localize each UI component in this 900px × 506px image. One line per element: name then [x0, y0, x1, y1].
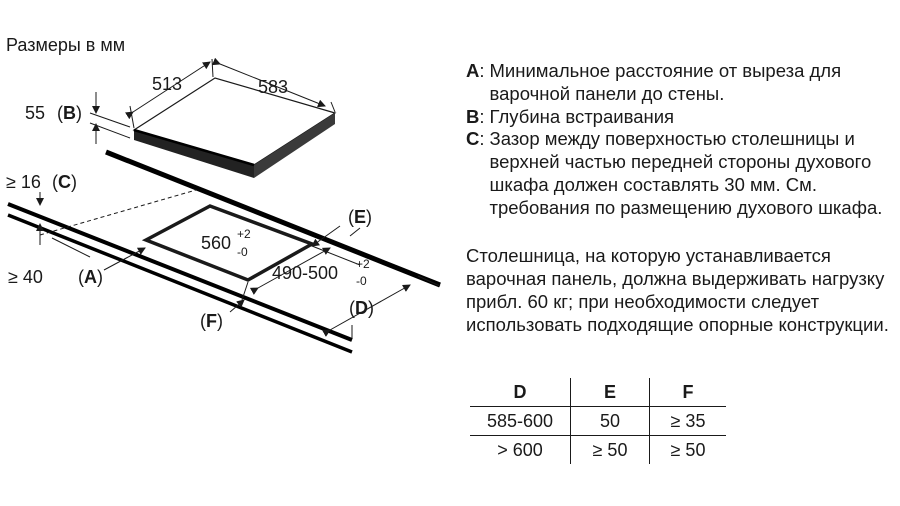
cutout-width-tol-minus: -0 [237, 245, 248, 259]
legend-item-b: B : Глубина встраивания [466, 106, 896, 129]
load-note: Столешница, на которую устанавливается варочная панель, должна выдерживать нагрузку прибл. 60 кг; при необходимости следует использовать подходящие опорные конструкции. [466, 245, 889, 335]
a-dimension-value: ≥ 40 [8, 267, 43, 287]
b-dimension-value: 55 [25, 103, 46, 123]
legend-key: A [466, 60, 480, 81]
depth-583-label: 583 [258, 77, 289, 97]
cutout-width-label: 560 [201, 233, 232, 253]
table-cell: ≥ 35 [650, 407, 727, 436]
legend-key: B [466, 105, 480, 127]
legend-text: Зазор между поверхностью столешницы и верхней частью передней стороны духового шкафа должен составлять 30 мм. См. требования по размещению духового шкафа. [489, 128, 883, 218]
legend [466, 60, 896, 220]
table-cell: 585-600 [470, 407, 571, 436]
cutout-depth-tol-plus: +2 [356, 257, 370, 271]
table-cell: 50 [571, 407, 650, 436]
table-header-d: D [513, 381, 527, 402]
legend-item-a: A : Минимальное расстояние от выреза для варочной панели до стены. [466, 60, 896, 106]
table-header-row [470, 378, 726, 407]
a-dimension-label: (A) [78, 267, 103, 287]
width-513-label: 513 [152, 74, 183, 94]
d-dimension-label: (D) [349, 298, 374, 318]
legend-item-c: C : Зазор между поверхностью столешницы и верхней частью передней стороны духового шкафа должен составлять 30 мм. См. требования по размещению духового шкафа. [466, 128, 896, 219]
table-row [470, 436, 726, 465]
cutout-width-tol-plus: +2 [237, 227, 251, 241]
table-cell: > 600 [470, 436, 571, 465]
b-dimension-label: (B) [57, 103, 82, 123]
cutout-depth-tol-minus: -0 [356, 274, 367, 288]
table-header-f: F [650, 378, 727, 407]
e-dimension-label: (E) [348, 207, 373, 227]
legend-text: Глубина встраивания [489, 105, 675, 127]
dimensions-heading: Размеры в мм [6, 35, 126, 55]
clearance-table [470, 378, 726, 464]
f-dimension-label: (F) [200, 311, 223, 331]
c-dimension-label: (C) [52, 172, 77, 192]
table-header-e: E [571, 378, 650, 407]
legend-text: Минимальное расстояние от выреза для варочной панели до стены. [489, 60, 842, 104]
worktop-dimension-lines [40, 192, 440, 338]
c-dimension-value: ≥ 16 [6, 172, 41, 192]
cutout-depth-label: 490-500 [272, 263, 339, 283]
table-cell: ≥ 50 [650, 436, 727, 465]
table-cell: ≥ 50 [571, 436, 650, 465]
legend-key: C [466, 128, 480, 150]
table-row [470, 407, 726, 436]
